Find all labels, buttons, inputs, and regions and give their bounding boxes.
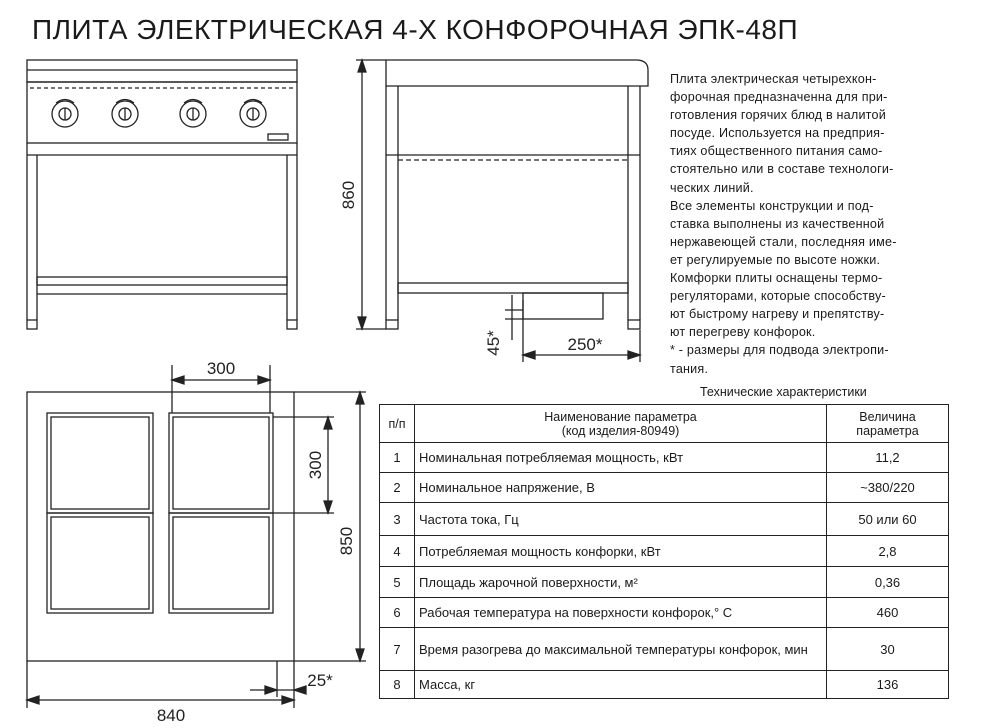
description-line: посуде. Используется на предприя- <box>670 126 885 141</box>
description-line: регуляторами, которые способству- <box>670 289 886 304</box>
table-row <box>380 628 949 671</box>
description-line: Все элементы конструкции и под- <box>670 198 874 213</box>
dim-side-offset: 45* <box>484 330 503 356</box>
row-name: Масса, кг <box>415 671 827 699</box>
row-num: 7 <box>380 628 415 671</box>
row-value: 30 <box>827 628 949 671</box>
row-num: 4 <box>380 536 415 567</box>
row-value: 11,2 <box>827 443 949 473</box>
table-header-row <box>380 405 949 443</box>
description-line: * - размеры для подвода электропи- <box>670 343 889 358</box>
description-line: Комфорки плиты оснащены термо- <box>670 271 883 286</box>
header-num: п/п <box>380 405 415 443</box>
row-name: Потребляемая мощность конфорки, кВт <box>415 536 827 567</box>
top-view <box>27 365 366 708</box>
description-line: ют перегреву конфорок. <box>670 325 816 340</box>
table-row <box>380 443 949 473</box>
row-name: Частота тока, Гц <box>415 503 827 536</box>
dim-depth: 850 <box>337 526 356 556</box>
row-value: 460 <box>827 598 949 628</box>
description-line: форочная предназначенна для при- <box>670 90 888 105</box>
row-num: 3 <box>380 503 415 536</box>
table-row <box>380 536 949 567</box>
row-num: 6 <box>380 598 415 628</box>
description-line: готовления горячих блюд в налитой <box>670 108 886 123</box>
knob-icon <box>112 100 138 128</box>
row-name: Площадь жарочной поверхности, м² <box>415 567 827 598</box>
header-name-line1: Наименование параметра <box>544 409 697 424</box>
knob-icon <box>180 100 206 128</box>
description-line: тания. <box>670 361 709 376</box>
row-num: 8 <box>380 671 415 699</box>
dim-height: 860 <box>339 180 358 210</box>
row-name: Номинальная потребляемая мощность, кВт <box>415 443 827 473</box>
knob-icon <box>52 100 78 128</box>
page-title: ПЛИТА ЭЛЕКТРИЧЕСКАЯ 4-Х КОНФОРОЧНАЯ ЭПК-48П <box>32 14 799 45</box>
side-view <box>356 60 648 362</box>
row-value: 0,36 <box>827 567 949 598</box>
row-name: Номинальное напряжение, В <box>415 473 827 503</box>
row-num: 1 <box>380 443 415 473</box>
table-row <box>380 598 949 628</box>
row-num: 2 <box>380 473 415 503</box>
row-value: 2,8 <box>827 536 949 567</box>
row-value: 50 или 60 <box>827 503 949 536</box>
knob-icon <box>240 100 266 128</box>
dim-plate-height: 300 <box>306 450 325 480</box>
description-line: ческих линий. <box>670 180 754 195</box>
row-value: 136 <box>827 671 949 699</box>
row-name: Рабочая температура на поверхности конфорок,° С <box>415 598 827 628</box>
product-description <box>670 70 960 378</box>
header-value-line2: параметра <box>856 423 919 438</box>
table-row <box>380 473 949 503</box>
description-line: ет регулируемые по высоте ножки. <box>670 252 881 267</box>
table-row <box>380 671 949 699</box>
description-line: стоятельно или в составе технологи- <box>670 162 894 177</box>
table-row <box>380 567 949 598</box>
header-name <box>415 405 827 443</box>
row-name: Время разогрева до максимальной температуры конфорок, мин <box>415 628 827 671</box>
specifications-table <box>379 404 949 699</box>
header-value <box>827 405 949 443</box>
header-value-line1: Величина <box>859 409 916 424</box>
row-num: 5 <box>380 567 415 598</box>
description-line: ставка выполнены из качественной <box>670 216 885 231</box>
description-line: нержавеющей стали, последняя име- <box>670 234 897 249</box>
header-name-line2: (код изделия-80949) <box>561 423 680 438</box>
dim-plate-width: 300 <box>206 359 236 378</box>
description-line: ют быстрому нагреву и препятству- <box>670 307 885 322</box>
description-line: тиях общественного питания само- <box>670 144 883 159</box>
front-view <box>27 60 297 329</box>
table-row <box>380 503 949 536</box>
dim-width: 840 <box>156 706 186 725</box>
dim-bottom-offset: 25* <box>307 671 333 690</box>
table-caption: Технические характеристики <box>700 385 867 399</box>
dim-side-width: 250* <box>567 335 603 354</box>
row-value: ~380/220 <box>827 473 949 503</box>
description-line: Плита электрическая четырехкон- <box>670 72 877 86</box>
